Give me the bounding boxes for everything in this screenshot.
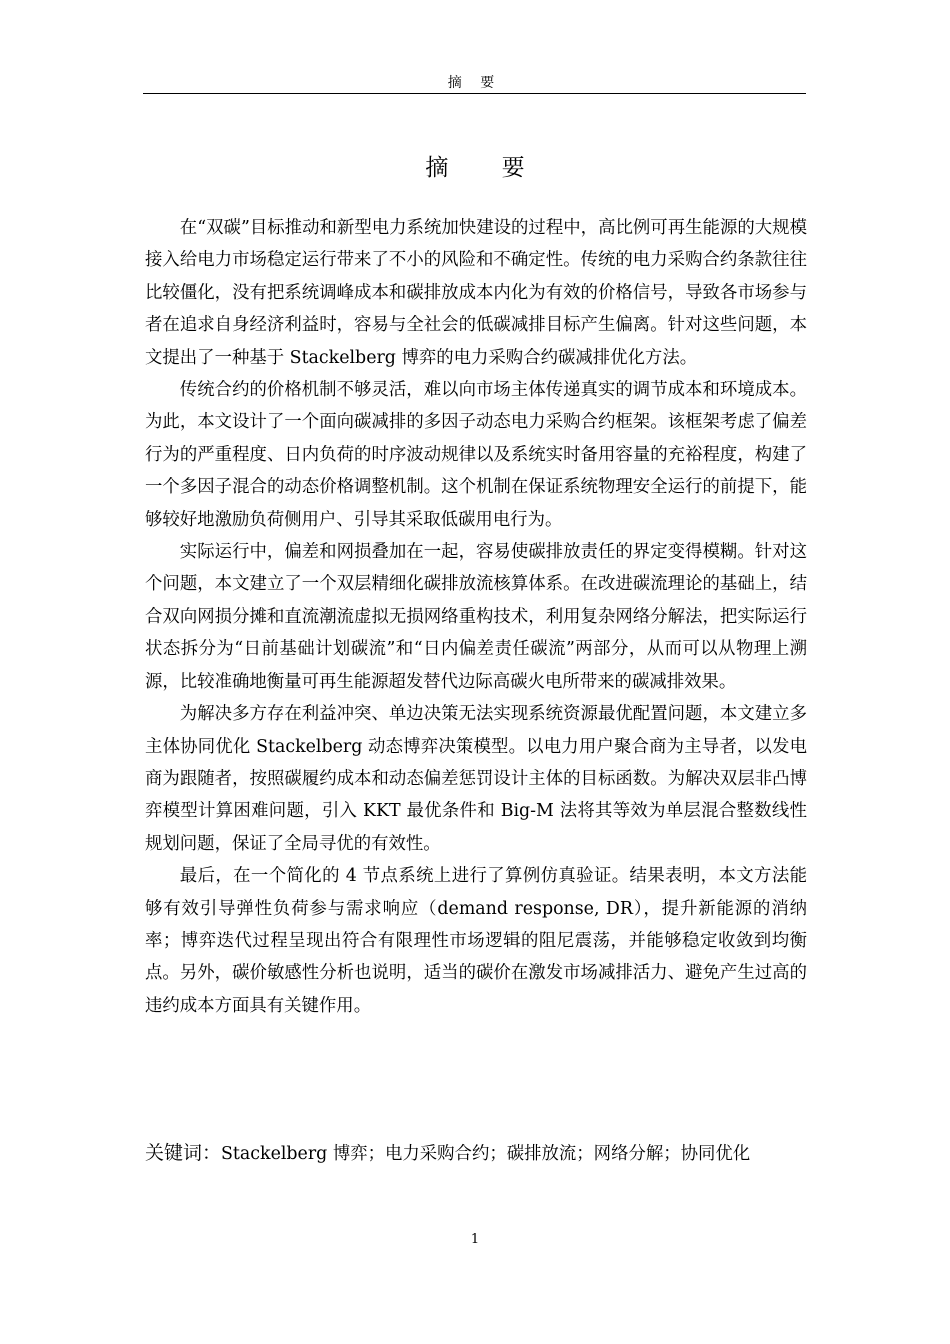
paragraph-2: 传统合约的价格机制不够灵活，难以向市场主体传递真实的调节成本和环境成本。为此，本文设计了一个面向碳减排的多因子动态电力采购合约框架。该框架考虑了偏差行为的严重程度、日内负荷的时序波动规律以及系统实时备用容量的充裕程度，构建了一个多因子混合的动态价格调整机制。这个机制在保证系统物理安全运行的前提下，能够较好地激励负荷侧用户、引导其采取低碳用电行为。 (145, 380, 807, 530)
keywords (145, 1137, 807, 1170)
paragraph-3: 实际运行中，偏差和网损叠加在一起，容易使碳排放责任的界定变得模糊。针对这个问题，本文建立了一个双层精细化碳排放流核算体系。在改进碳流理论的基础上，结合双向网损分摊和直流潮流虚拟无损网络重构技术，利用复杂网络分解法，把实际运行状态拆分为“日前基础计划碳流”和“日内偏差责任碳流”两部分，从而可以从物理上溯源，比较准确地衡量可再生能源超发替代边际高碳火电所带来的碳减排效果。 (145, 542, 807, 692)
page-number: 1 (470, 1232, 480, 1247)
keywords-label: 关键词： (145, 1142, 222, 1164)
paragraph-4: 为解决多方存在利益冲突、单边决策无法实现系统资源最优配置问题，本文建立多主体协同优化 Stackelberg 动态博弈决策模型。以电力用户聚合商为主导者，以发电商为跟随者，按照碳履约成本和动态偏差惩罚设计主体的目标函数。为解决双层非凸博弈模型计算困难问题，引入 KKT 最优条件和 Big-M 法将其等效为单层混合整数线性规划问题，保证了全局寻优的有效性。 (145, 704, 807, 854)
running-header: 摘 要 (447, 75, 502, 91)
abstract-body (145, 212, 807, 1022)
paragraph-5: 最后，在一个简化的 4 节点系统上进行了算例仿真验证。结果表明，本文方法能够有效引导弹性负荷参与需求响应（demand response, DR），提升新能源的消纳率；博弈迭代过程呈现出符合有限理性市场逻辑的阻尼震荡，并能够稳定收敛到均衡点。另外，碳价敏感性分析也说明，适当的碳价在激发市场减排活力、避免产生过高的违约成本方面具有关键作用。 (145, 866, 807, 1016)
keywords-text: Stackelberg 博弈；电力采购合约；碳排放流；网络分解；协同优化 (221, 1144, 751, 1164)
page-title: 摘 要 (425, 155, 548, 181)
header-rule (143, 93, 806, 94)
paragraph-1: 在“双碳”目标推动和新型电力系统加快建设的过程中，高比例可再生能源的大规模接入给电力市场稳定运行带来了不小的风险和不确定性。传统的电力采购合约条款往往比较僵化，没有把系统调峰成本和碳排放成本内化为有效的价格信号，导致各市场参与者在追求自身经济利益时，容易与全社会的低碳减排目标产生偏离。针对这些问题，本文提出了一种基于 Stackelberg 博弈的电力采购合约碳减排优化方法。 (145, 218, 807, 368)
